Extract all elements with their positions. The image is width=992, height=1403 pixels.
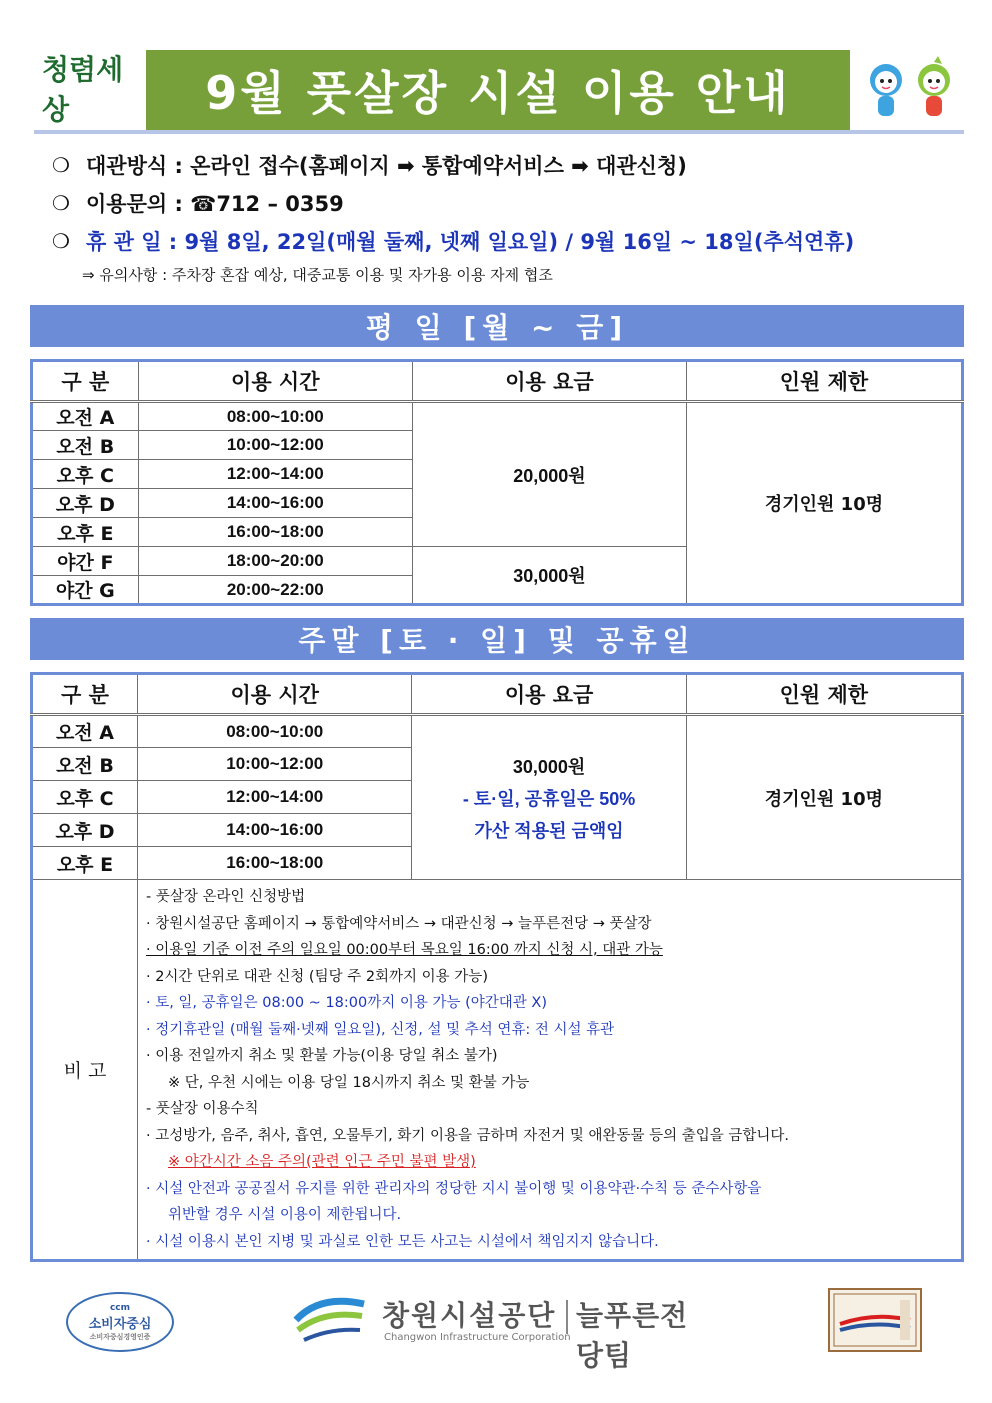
ccm-logo bbox=[66, 1292, 174, 1352]
page-title: 9월 풋살장 시설 이용 안내 bbox=[146, 50, 850, 130]
corp-english-name: Changwon Infrastructure Corporation bbox=[384, 1332, 571, 1343]
slot-label: 오전 B bbox=[32, 431, 139, 460]
remark-line: ※ 단, 우천 시에는 이용 당일 18시까지 취소 및 환불 가능 bbox=[167, 1074, 530, 1091]
remark-line: · 이용 전일까지 취소 및 환불 가능(이용 당일 취소 불가) bbox=[145, 1048, 498, 1064]
remark-line: · 시설 안전과 공공질서 유지를 위한 관리자의 정당한 지시 불이행 및 이용약관·수칙 등 준수사항을 bbox=[145, 1180, 762, 1197]
inquiry-text: 이용문의 : ☎712 – 0359 bbox=[86, 192, 344, 216]
weekend-table bbox=[30, 672, 964, 1262]
remark-line: · 창원시설공단 홈페이지 → 통합예약서비스 → 대관신청 → 늘푸른전당 → 풋살장 bbox=[145, 915, 652, 932]
fee-day: 20,000원 bbox=[412, 402, 686, 547]
table-row bbox=[32, 402, 963, 431]
table-row bbox=[32, 715, 963, 748]
ccm-label: 소비자중심 bbox=[88, 1316, 152, 1332]
weekend-fee-note-2: 가산 적용된 금액임 bbox=[474, 820, 624, 841]
slot-label: 오후 E bbox=[32, 847, 138, 880]
slot-label: 오전 A bbox=[32, 715, 138, 748]
info-inquiry bbox=[52, 184, 952, 222]
header-fee: 이용 요금 bbox=[412, 674, 686, 715]
weekend-band: 주말 [토 · 일] 및 공휴일 bbox=[30, 618, 964, 660]
remark-line: - 풋살장 이용수칙 bbox=[145, 1101, 259, 1117]
remark-line: 위반할 경우 시설 이용이 제한됩니다. bbox=[167, 1207, 402, 1223]
weekday-band: 평 일 [월 ~ 금] bbox=[30, 305, 964, 347]
header-time: 이용 시간 bbox=[137, 674, 411, 715]
integrity-logo-text: 청렴세상 bbox=[42, 53, 124, 126]
fee-night: 30,000원 bbox=[412, 547, 686, 605]
slot-label: 야간 G bbox=[32, 576, 139, 605]
capacity: 경기인원 10명 bbox=[686, 715, 962, 880]
slot-label: 야간 F bbox=[32, 547, 139, 576]
weekday-table bbox=[30, 359, 964, 606]
slot-time: 20:00~22:00 bbox=[138, 576, 412, 605]
header-capacity: 인원 제한 bbox=[686, 674, 962, 715]
bullet-icon: ❍ bbox=[52, 153, 70, 177]
slot-time: 08:00~10:00 bbox=[137, 715, 411, 748]
remark-warning: ※ 야간시간 소음 주의(관련 인근 주민 불편 발생) bbox=[167, 1154, 476, 1170]
slot-label: 오전 B bbox=[32, 748, 138, 781]
integrity-logo bbox=[42, 53, 142, 126]
header-underline bbox=[34, 130, 964, 134]
mascot-icon bbox=[858, 54, 962, 126]
slot-label: 오전 A bbox=[32, 402, 139, 431]
slot-time: 16:00~18:00 bbox=[137, 847, 411, 880]
header-time: 이용 시간 bbox=[138, 361, 412, 402]
slot-time: 18:00~20:00 bbox=[138, 547, 412, 576]
slot-time: 10:00~12:00 bbox=[137, 748, 411, 781]
slot-label: 오후 E bbox=[32, 518, 139, 547]
header-category: 구 분 bbox=[32, 361, 139, 402]
slot-label: 오후 C bbox=[32, 781, 138, 814]
header-capacity: 인원 제한 bbox=[687, 361, 963, 402]
remark-underlined: · 이용일 기준 이전 주의 일요일 00:00부터 목요일 16:00 까지 신청 시, 대관 가능 bbox=[145, 942, 663, 958]
certification-icon bbox=[828, 1288, 922, 1352]
remark-line: - 풋살장 온라인 신청방법 bbox=[145, 889, 306, 905]
corp-team: 늘푸른전당팀 bbox=[576, 1299, 689, 1372]
bullet-icon: ❍ bbox=[52, 229, 70, 253]
table-header-row bbox=[32, 361, 963, 402]
ccm-top: ccm bbox=[109, 1302, 131, 1313]
info-note: ⇒ 유의사항 : 주차장 혼잡 예상, 대중교통 이용 및 자가용 이용 자제 협조 bbox=[82, 266, 553, 284]
bullet-icon: ❍ bbox=[52, 191, 70, 215]
slot-label: 오후 D bbox=[32, 489, 139, 518]
closed-days-text: 휴 관 일 : 9월 8일, 22일(매월 둘째, 넷째 일요일) / 9월 16일 ~ 18일(추석연휴) bbox=[86, 230, 855, 254]
table-header-row bbox=[32, 674, 963, 715]
slot-time: 14:00~16:00 bbox=[138, 489, 412, 518]
certification-emblem-icon bbox=[830, 1290, 920, 1350]
info-section bbox=[52, 146, 952, 285]
corp-emblem-icon bbox=[290, 1290, 374, 1350]
slot-label: 오후 D bbox=[32, 814, 138, 847]
header-fee: 이용 요금 bbox=[412, 361, 686, 402]
slot-label: 오후 C bbox=[32, 460, 139, 489]
slot-time: 14:00~16:00 bbox=[137, 814, 411, 847]
slot-time: 16:00~18:00 bbox=[138, 518, 412, 547]
footer bbox=[0, 1280, 992, 1372]
weekend-fee: 30,000원 bbox=[512, 756, 586, 777]
remark-line: · 고성방가, 음주, 취사, 흡연, 오물투기, 화기 이용을 금하며 자전거 및 애완동물 등의 출입을 금합니다. bbox=[145, 1127, 790, 1144]
remark-line: · 시설 이용시 본인 지병 및 과실로 인한 모든 사고는 시설에서 책임지지 않습니다. bbox=[145, 1233, 659, 1250]
slot-time: 12:00~14:00 bbox=[137, 781, 411, 814]
weekend-fee-note-1: - 토·일, 공휴일은 50% bbox=[462, 788, 636, 809]
remark-line bbox=[146, 937, 953, 964]
info-rental-method bbox=[52, 146, 952, 184]
header bbox=[34, 48, 964, 134]
corp-separator bbox=[566, 1300, 568, 1334]
corp-name: 창원시설공단 bbox=[382, 1299, 557, 1332]
capacity: 경기인원 10명 bbox=[687, 402, 963, 605]
info-closed-days bbox=[52, 222, 952, 260]
remark-line bbox=[146, 1149, 953, 1176]
ccm-sub: 소비자중심경영인증 bbox=[89, 1332, 151, 1341]
remark-line: · 정기휴관일 (매월 둘째·넷째 일요일), 신정, 설 및 추석 연휴: 전 시설 휴관 bbox=[145, 1021, 615, 1038]
slot-time: 08:00~10:00 bbox=[138, 402, 412, 431]
remarks-content bbox=[137, 880, 962, 1261]
slot-time: 12:00~14:00 bbox=[138, 460, 412, 489]
slot-time: 10:00~12:00 bbox=[138, 431, 412, 460]
remark-line: · 토, 일, 공휴일은 08:00 ~ 18:00까지 이용 가능 (야간대관 X) bbox=[145, 995, 547, 1011]
remarks-row bbox=[32, 880, 963, 1261]
remarks-label: 비 고 bbox=[32, 880, 138, 1261]
remark-line: · 2시간 단위로 대관 신청 (팀당 주 2회까지 이용 가능) bbox=[145, 968, 488, 985]
weekend-fee-cell bbox=[412, 715, 686, 880]
rental-method-text: 대관방식 : 온라인 접수(홈페이지 ➡ 통합예약서비스 ➡ 대관신청) bbox=[86, 154, 687, 178]
header-category: 구 분 bbox=[32, 674, 138, 715]
corp-logo bbox=[290, 1288, 710, 1372]
